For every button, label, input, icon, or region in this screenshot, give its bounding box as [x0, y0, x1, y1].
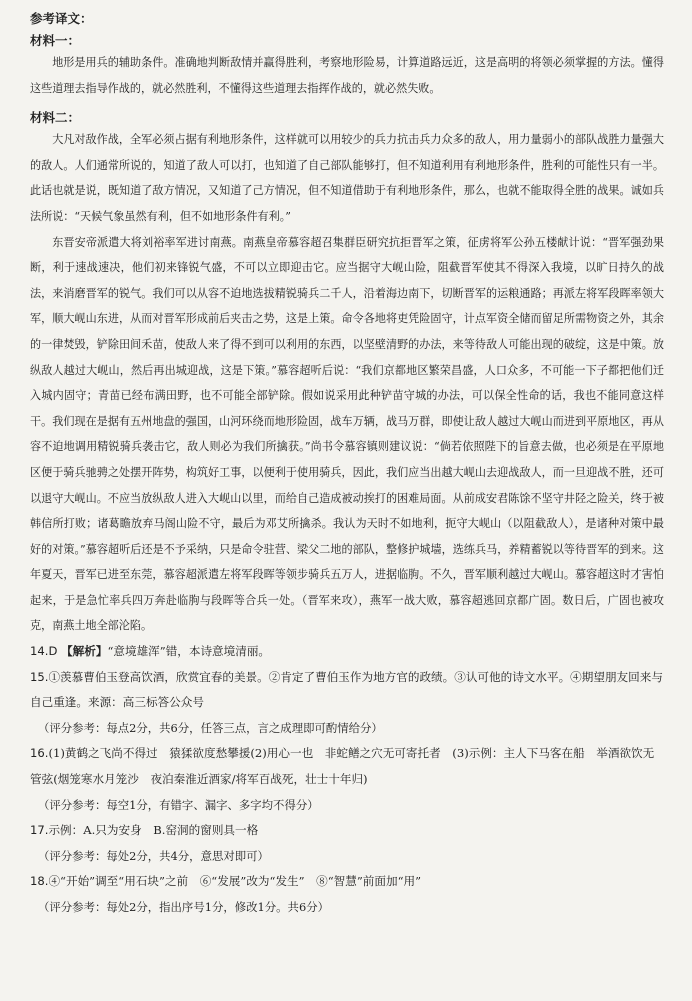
answer-18: 18.④“开始”调至“用石块”之前 ⑥“发展”改为“发生” ⑧“智慧”前面加“用”	[30, 874, 422, 889]
material-two-paragraph-1: 大凡对敌作战，全军必须占据有利地形条件，这样就可以用较少的兵力抗击兵力众多的敌人，用力量弱小的部队战胜力量强大的敌人。人们通常所说的，知道了敌人可以打，也知道了自己部队能够打，但不知道利用有利地形条件，胜利的可能性只有一半。此话也就是说，既知道了敌方情况，又知道了己方情况，但不知道借助于有利地形条件，那么，也就不能取得全胜的战果。诚如兵法所说：“天候气象虽然有利，但不如地形条件有利。”	[30, 133, 664, 223]
answer-14: 14.D 【解析】“意境雄浑”错，本诗意境清丽。	[30, 644, 271, 659]
translation-heading: 参考译文：	[30, 11, 93, 26]
scoring-note-18: （评分参考：每处2分，指出序号1分，修改1分。共6分）	[38, 900, 329, 914]
answer-17: 17.示例：A.只为安身 B.窑洞的窗则具一格	[30, 823, 259, 838]
scoring-note-15: （评分参考：每点2分，共6分，任答三点，言之成理即可酌情给分）	[38, 720, 383, 735]
material-one-paragraph: 地形是用兵的辅助条件。准确地判断敌情并赢得胜利，考察地形险易，计算道路远近，这是高明的将领必须掌握的方法。懂得这些道理去指导作战的，就必然胜利，不懂得这些道理去指挥作战的，就必然失败。	[30, 56, 664, 95]
answer-15: 15.①羡慕曹伯玉登高饮酒，欣赏宜春的美景。②肯定了曹伯玉作为地方官的政绩。③认可他的诗文水平。④期望朋友回来与自己重逢。来源：高三标答公众号	[30, 669, 663, 710]
answer-list	[30, 639, 664, 921]
answer-16: 16.(1)黄鹤之飞尚不得过 猿猱欲度愁攀援(2)用心一也 非蛇鳝之穴无可寄托者 (3)示例：主人下马客在船 举酒欲饮无管弦(烟笼寒水月笼沙 夜泊秦淮近酒家/将军百战死，壮士十年归)	[30, 746, 655, 787]
material-two-paragraph-2: 东晋安帝派遣大将刘裕率军进讨南燕。南燕皇帝慕容超召集群臣研究抗拒晋军之策，征虏将军公孙五楼献计说：“晋军强劲果断，利于速战速决，他们初来锋锐气盛，不可以立即迎击它。应当据守大岘山险，阻截晋军使其不得深入我境，以旷日持久的战法，来消磨晋军的锐气。我们可以从容不迫地选拔精锐骑兵二千人，沿着海边南下，切断晋军的运粮通路；再派左将军段晖率领大军，顺大岘山东进，从而对晋军形成前后夹击之势，这是上策。命令各地将吏凭险固守，计点军资全储而留足所需物资之外，其余的一律焚毁，铲除田间禾苗，使敌人来了得不到可以利用的东西，以坚壁清野的办法，来等待敌人可能出现的破绽，这是中策。放纵敌人越过大岘山，然后再出城迎战，这是下策。”慕容超听后说：“我们京都地区繁荣昌盛，人口众多，不可能一下子都把他们迁入城内固守；青苗已经布满田野，也不可能全部铲除。假如说采用此种铲苗守城的办法，可以保全性命的话，我也不能同意这样干。我们现在是据有五州地盘的强国，山河环绕而地形险固，战车万辆，战马万群，即使让敌人越过大岘山而进到平原地区，再从容不迫地调用精锐骑兵袭击它，敌人则必为我们所擒获。”尚书令慕容镇则建议说：“倘若依照陛下的旨意去做，也必须是在平原地区便于骑兵驰骋之处摆开阵势，构筑好工事，以便利于使用骑兵，因此，我们应当出越大岘山去迎战敌人，而一旦迎战不胜，还可以退守大岘山。不应当放纵敌人进入大岘山以里，而给自己造成被动挨打的困难局面。从前成安君陈馀不坚守井陉之险关，终于被韩信所打败；诸葛瞻放弃马阁山险不守，最后为邓艾所擒杀。我认为天时不如地利，扼守大岘山（以阻截敌人），是诸种对策中最好的对策。”慕容超听后还是不予采纳，只是命令驻营、梁父二地的部队，整修护城墙，选练兵马，养精蓄锐以等待晋军的到来。这年夏天，晋军已进至东莞，慕容超派遣左将军段晖等领步骑兵五万人，进据临朐。不久，晋军顺利越过大岘山。慕容超这时才害怕起来，于是急忙率兵四万奔赴临朐与段晖等合兵一处。（晋军来攻），燕军一战大败，慕容超逃回京都广固。数日后，广固也被攻克，南燕土地全部沦陷。	[30, 235, 664, 633]
material-one-title: 材料一：	[30, 33, 81, 48]
scoring-note-16: （评分参考：每空1分，有错字、漏字、多字均不得分）	[38, 797, 319, 812]
scoring-note-17: （评分参考：每处2分，共4分，意思对即可）	[38, 848, 269, 863]
material-two-title: 材料二：	[30, 110, 81, 126]
